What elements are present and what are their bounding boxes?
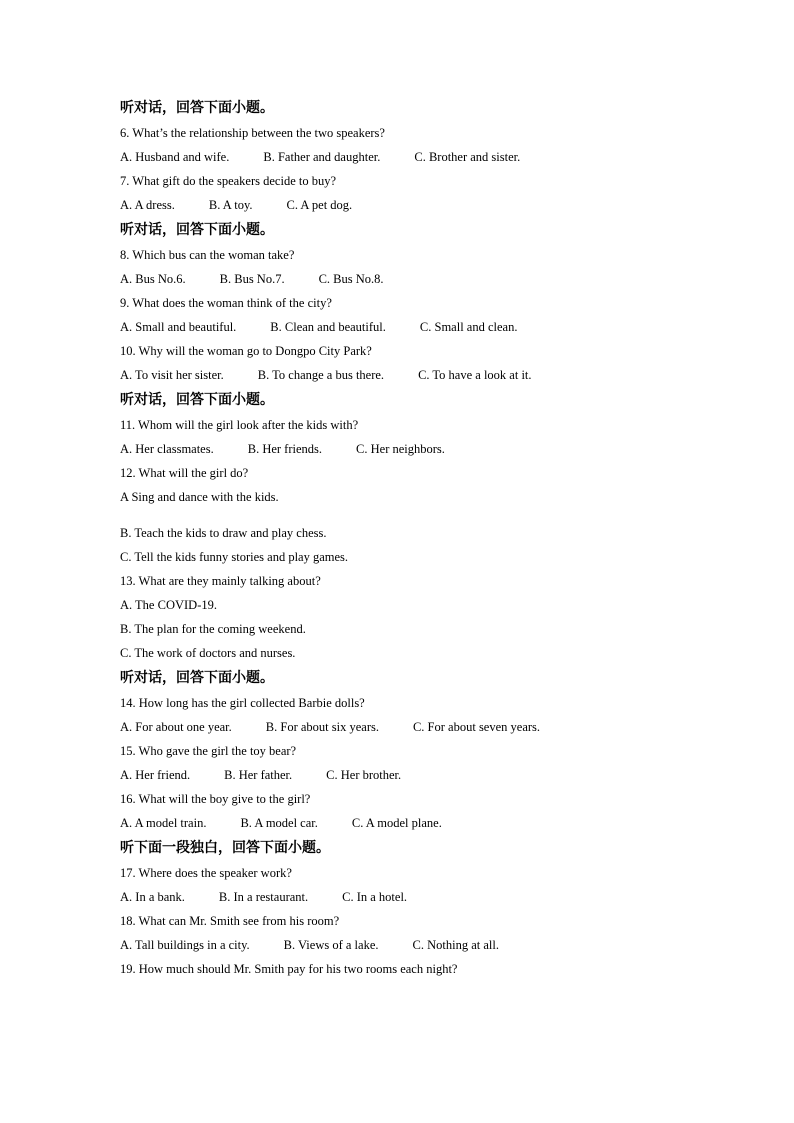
option-17c[interactable]: C. In a hotel. (342, 890, 408, 904)
option-14a[interactable]: A. For about one year. (120, 720, 232, 734)
option-12c[interactable]: C. Tell the kids funny stories and play games. (120, 550, 349, 564)
question-13: 13. What are they mainly talking about? (120, 574, 321, 588)
option-13b[interactable]: B. The plan for the coming weekend. (120, 622, 306, 636)
options-8 (120, 267, 740, 291)
options-10 (120, 363, 740, 387)
option-15c[interactable]: C. Her brother. (326, 768, 402, 782)
options-9 (120, 315, 740, 339)
option-12b[interactable]: B. Teach the kids to draw and play chess. (120, 526, 327, 540)
options-6 (120, 145, 740, 169)
question-12: 12. What will the girl do? (120, 466, 249, 480)
option-11c[interactable]: C. Her neighbors. (356, 442, 445, 456)
option-9c[interactable]: C. Small and clean. (419, 320, 518, 334)
option-17a[interactable]: A. In a bank. (120, 890, 185, 904)
option-6b[interactable]: B. Father and daughter. (263, 150, 381, 164)
exam-page (120, 95, 740, 981)
option-15a[interactable]: A. Her friend. (120, 768, 191, 782)
question-15: 15. Who gave the girl the toy bear? (120, 744, 297, 758)
section-heading: 听对话，回答下面小题。 (120, 392, 274, 408)
option-8c[interactable]: C. Bus No.8. (318, 272, 384, 286)
question-7: 7. What gift do the speakers decide to buy? (120, 174, 337, 188)
option-11b[interactable]: B. Her friends. (247, 442, 323, 456)
options-7 (120, 193, 740, 217)
question-14: 14. How long has the girl collected Barbie dolls? (120, 696, 365, 710)
options-14 (120, 715, 740, 739)
option-14b[interactable]: B. For about six years. (265, 720, 379, 734)
option-13c[interactable]: C. The work of doctors and nurses. (120, 646, 296, 660)
option-18c[interactable]: C. Nothing at all. (412, 938, 499, 952)
option-7c[interactable]: C. A pet dog. (286, 198, 353, 212)
section-heading: 听对话，回答下面小题。 (120, 222, 274, 238)
question-11: 11. Whom will the girl look after the kids with? (120, 418, 359, 432)
question-10: 10. Why will the woman go to Dongpo City Park? (120, 344, 372, 358)
options-16 (120, 811, 740, 835)
monologue-heading: 听下面一段独白，回答下面小题。 (120, 840, 330, 856)
question-8: 8. Which bus can the woman take? (120, 248, 295, 262)
options-11 (120, 437, 740, 461)
section-heading: 听对话，回答下面小题。 (120, 670, 274, 686)
option-7a[interactable]: A. A dress. (120, 198, 175, 212)
option-9a[interactable]: A. Small and beautiful. (120, 320, 237, 334)
option-18a[interactable]: A. Tall buildings in a city. (120, 938, 250, 952)
question-18: 18. What can Mr. Smith see from his room? (120, 914, 340, 928)
options-18 (120, 933, 740, 957)
question-9: 9. What does the woman think of the city? (120, 296, 332, 310)
option-18b[interactable]: B. Views of a lake. (283, 938, 379, 952)
options-17 (120, 885, 740, 909)
option-13a[interactable]: A. The COVID-19. (120, 598, 217, 612)
option-15b[interactable]: B. Her father. (224, 768, 293, 782)
options-15 (120, 763, 740, 787)
question-19: 19. How much should Mr. Smith pay for his two rooms each night? (120, 962, 458, 976)
option-16b[interactable]: B. A model car. (240, 816, 318, 830)
option-10c[interactable]: C. To have a look at it. (418, 368, 532, 382)
question-6: 6. What’s the relationship between the two speakers? (120, 126, 385, 140)
section-heading: 听对话，回答下面小题。 (120, 100, 274, 116)
option-12a[interactable]: A Sing and dance with the kids. (120, 490, 279, 504)
option-8b[interactable]: B. Bus No.7. (219, 272, 285, 286)
option-11a[interactable]: A. Her classmates. (120, 442, 214, 456)
option-7b[interactable]: B. A toy. (208, 198, 253, 212)
option-17b[interactable]: B. In a restaurant. (218, 890, 309, 904)
option-14c[interactable]: C. For about seven years. (412, 720, 541, 734)
option-10b[interactable]: B. To change a bus there. (257, 368, 385, 382)
spacer (120, 509, 740, 521)
option-16c[interactable]: C. A model plane. (351, 816, 442, 830)
question-16: 16. What will the boy give to the girl? (120, 792, 311, 806)
option-10a[interactable]: A. To visit her sister. (120, 368, 224, 382)
option-8a[interactable]: A. Bus No.6. (120, 272, 186, 286)
option-16a[interactable]: A. A model train. (120, 816, 207, 830)
option-9b[interactable]: B. Clean and beautiful. (270, 320, 386, 334)
option-6a[interactable]: A. Husband and wife. (120, 150, 230, 164)
option-6c[interactable]: C. Brother and sister. (414, 150, 521, 164)
question-17: 17. Where does the speaker work? (120, 866, 292, 880)
